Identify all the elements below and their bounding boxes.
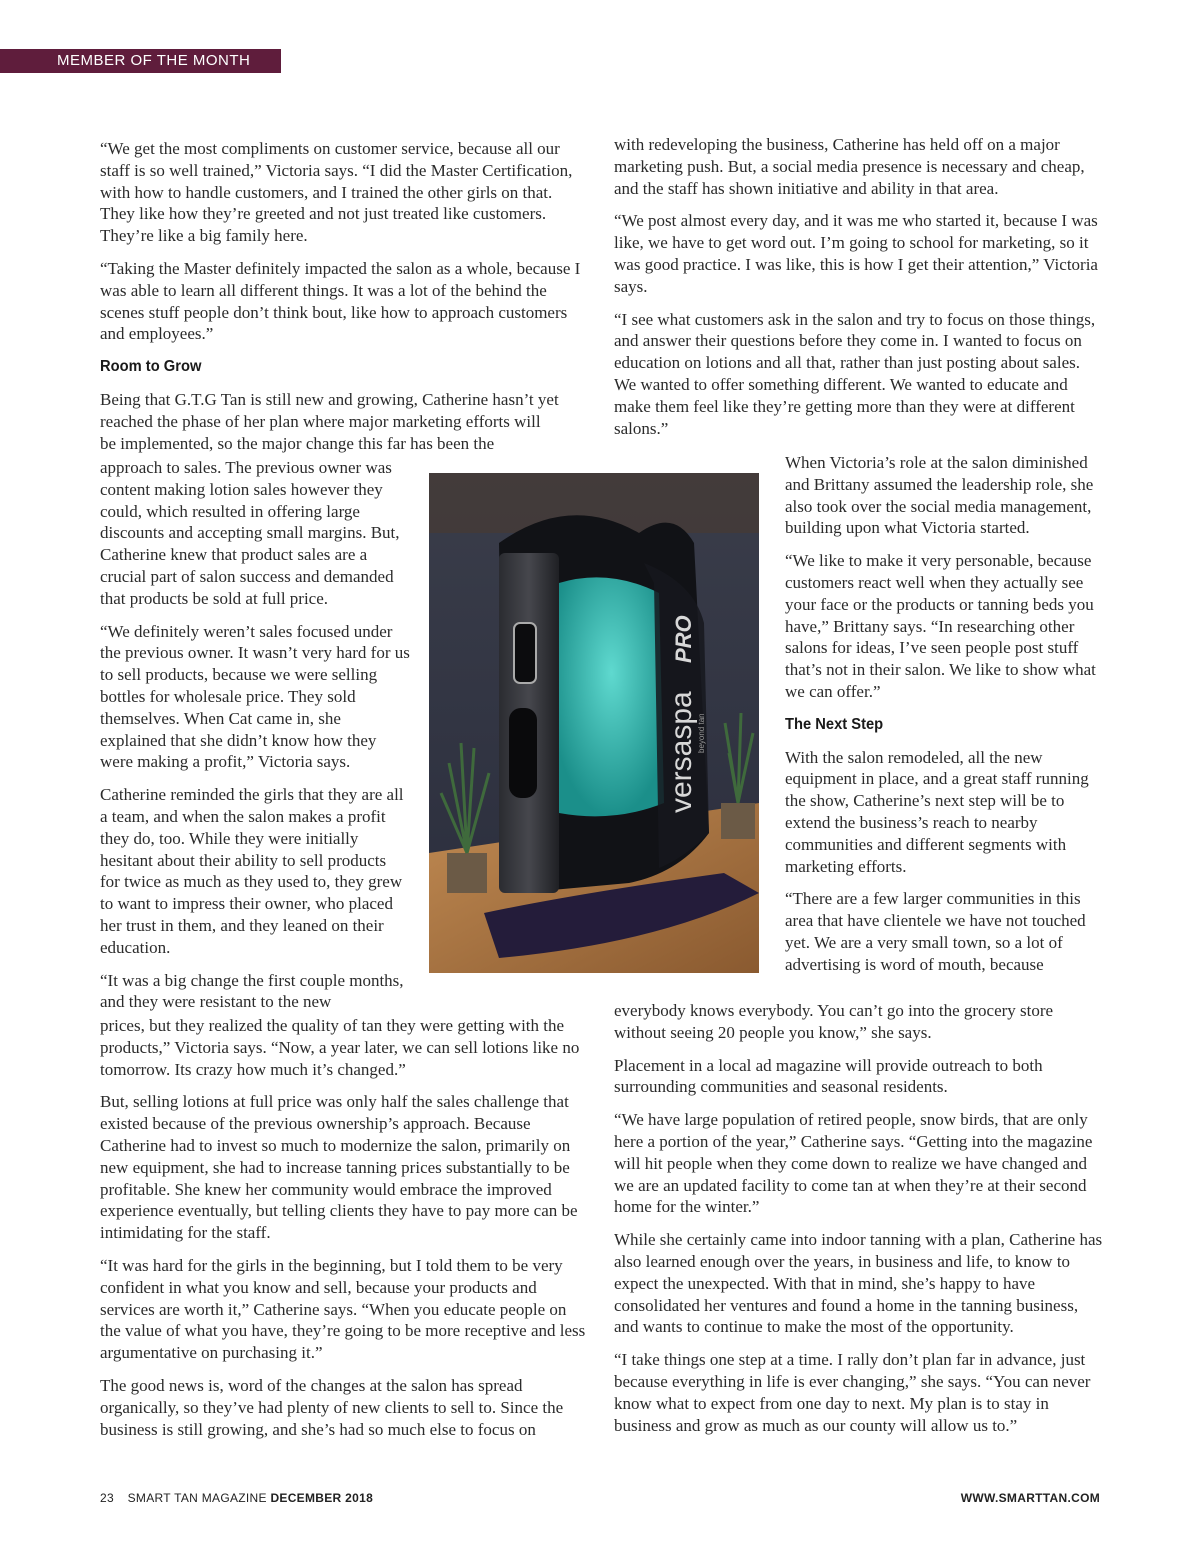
footer-left [100,1491,373,1505]
paragraph: approach to sales. The previous owner was content making lotion sales however they could, which resulted in offering large discounts and accepting small margins. But, Catherine knew that product sales are a crucial part of salon success and demanded that products be sold at full price. [100,458,400,608]
paragraph: “I see what customers ask in the salon and try to focus on those things, and answer their questions before they come in. I wanted to focus on education on lotions and all that, rather than just posting about sales. We wanted to offer something different. We wanted to educate and make them feel like they’re getting more than they were at different salons.” [614,309,1096,438]
tanning-booth-illustration [429,473,759,973]
paragraph: “We post almost every day, and it was me who started it, because I was like, we have to get word out. I’m going to school for marketing, so it was good practice. I was like, this is how I get their attention,” Victoria says. [614,211,1098,296]
paragraph: “We definitely weren’t sales focused under the previous owner. It wasn’t very hard for us to sell products, because we were selling bottles for wholesale price. They sold themselves. When Cat came in, she explained that she didn’t know how they were making a profit,” Victoria says. [100,621,410,772]
magazine-name: SMART TAN MAGAZINE [127,1491,267,1505]
left-column-bottom [100,1015,590,1451]
paragraph: “We get the most compliments on customer service, because all our staff is so well trained,” Victoria says. “I did the Master Certification, with how to handle customers, and I trained the other girls on that. They like how they’re greeted and not just treated like customers. They’re like a big family here. [100,139,573,246]
paragraph: When Victoria’s role at the salon diminished and Brittany assumed the leadership role, she also took over the social media management, building upon what Victoria started. [785,453,1094,538]
paragraph: “There are a few larger communities in this area that have clientele we have not touched yet. We are a very small town, so a lot of advertising is word of mouth, because [785,889,1086,974]
paragraph: “It was hard for the girls in the beginning, but I told them to be very confident in what you know and sell, because your products and services are worth it,” Catherine says. “When you educate people on the value of what you have, they’re going to be more receptive and less argumentative on purchasing it.” [100,1255,586,1363]
brand-suffix: PRO [671,615,696,663]
paragraph: “Taking the Master definitely impacted the salon as a whole, because I was able to learn all different things. It was a lot of the behind the scenes stuff people don’t think bout, like how to approach customers and employees.” [100,258,581,344]
paragraph: with redeveloping the business, Catherine has held off on a major marketing push. But, a social media presence is necessary and cheap, and the staff has shown initiative and ability in that area. [614,135,1085,198]
website-link[interactable]: WWW.SMARTTAN.COM [960,1491,1100,1505]
paragraph: “I take things one step at a time. I rally don’t plan far in advance, just because everything in life is ever changing,” she says. “You can never know what to expect from one day to next. My plan is to stay in business and grow as much as our county will allow us to.” [614,1350,1091,1435]
section-label: MEMBER OF THE MONTH [0,49,281,73]
right-column-bottom [614,1000,1104,1447]
paragraph: “It was a big change the first couple months, and they were resistant to the new [100,970,404,1012]
paragraph: “We have large population of retired people, snow birds, that are only here a portion of the year,” Catherine says. “Getting into the magazine will hit people when they come down to realize we have changed and we are an updated facility to come tan at when they’re at their second home for the winter.” [614,1110,1093,1217]
paragraph: But, selling lotions at full price was only half the sales challenge that existed because of the previous ownership’s approach. Because Catherine had to invest so much to modernize the salon, primarily on new equipment, she had to increase tanning prices substantially to be profitable. She knew her community would embrace the improved experience eventually, but telling clients they have to pay more can be intimidating for the staff. [100,1092,578,1243]
paragraph: everybody knows everybody. You can’t go into the grocery store without seeing 20 people you know,” she says. [614,1001,1054,1042]
page-number: 23 [100,1491,114,1505]
right-column-top [614,134,1104,450]
issue-date: DECEMBER 2018 [270,1491,374,1505]
heading-next-step: The Next Step [785,715,884,733]
brand-tagline: beyond tan [697,713,706,753]
left-column-top [100,138,590,454]
paragraph: While she certainly came into indoor tanning with a plan, Catherine has also learned enough over the years, in business and life, to know to expect the unexpected. With that in mind, she’s happy to have consolidated her ventures and found a home in the tanning business, and wants to continue to make the most of the opportunity. [614,1230,1103,1337]
booth [499,515,709,893]
paragraph: The good news is, word of the changes at the salon has spread organically, so they’ve had plenty of new clients to sell to. Since the business is still growing, and she’s had so much else to focus on [100,1375,564,1439]
paragraph: Catherine reminded the girls that they are all a team, and when the salon makes a profit they do, too. While they were initially hesitant about their ability to sell products for twice as much as they used to, they grew to want to impress their owner, who placed her trust in them, and they leaned on their education. [100,785,404,957]
brand-text: versaspa [665,691,698,813]
right-column-narrow [785,452,1105,976]
paragraph: “We like to make it very personable, because customers react well when they actually see your face or the products or tanning beds you have,” Brittany says. “In researching other salons for ideas, I’ve seen people post stuff that’s not in their salon. We like to show what we can offer.” [785,551,1096,701]
heading-room-to-grow: Room to Grow [100,358,202,376]
paragraph: prices, but they realized the quality of tan they were getting with the products,” Victoria says. “Now, a year later, we can sell lotions like no tomorrow. Its crazy how much it’s changed.” [100,1016,580,1079]
left-column-narrow [100,457,410,1013]
paragraph: Placement in a local ad magazine will provide outreach to both surrounding communities and seasonal residents. [614,1055,1043,1097]
paragraph: With the salon remodeled, all the new equipment in place, and a great staff running the show, Catherine’s next step will be to extend the business’s reach to nearby communities and different segments with marketing efforts. [785,747,1089,876]
tanning-booth-photo [429,473,759,973]
paragraph: Being that G.T.G Tan is still new and growing, Catherine hasn’t yet reached the phase of her plan where major marketing efforts will be implemented, so the major change this far has been the [100,389,559,453]
